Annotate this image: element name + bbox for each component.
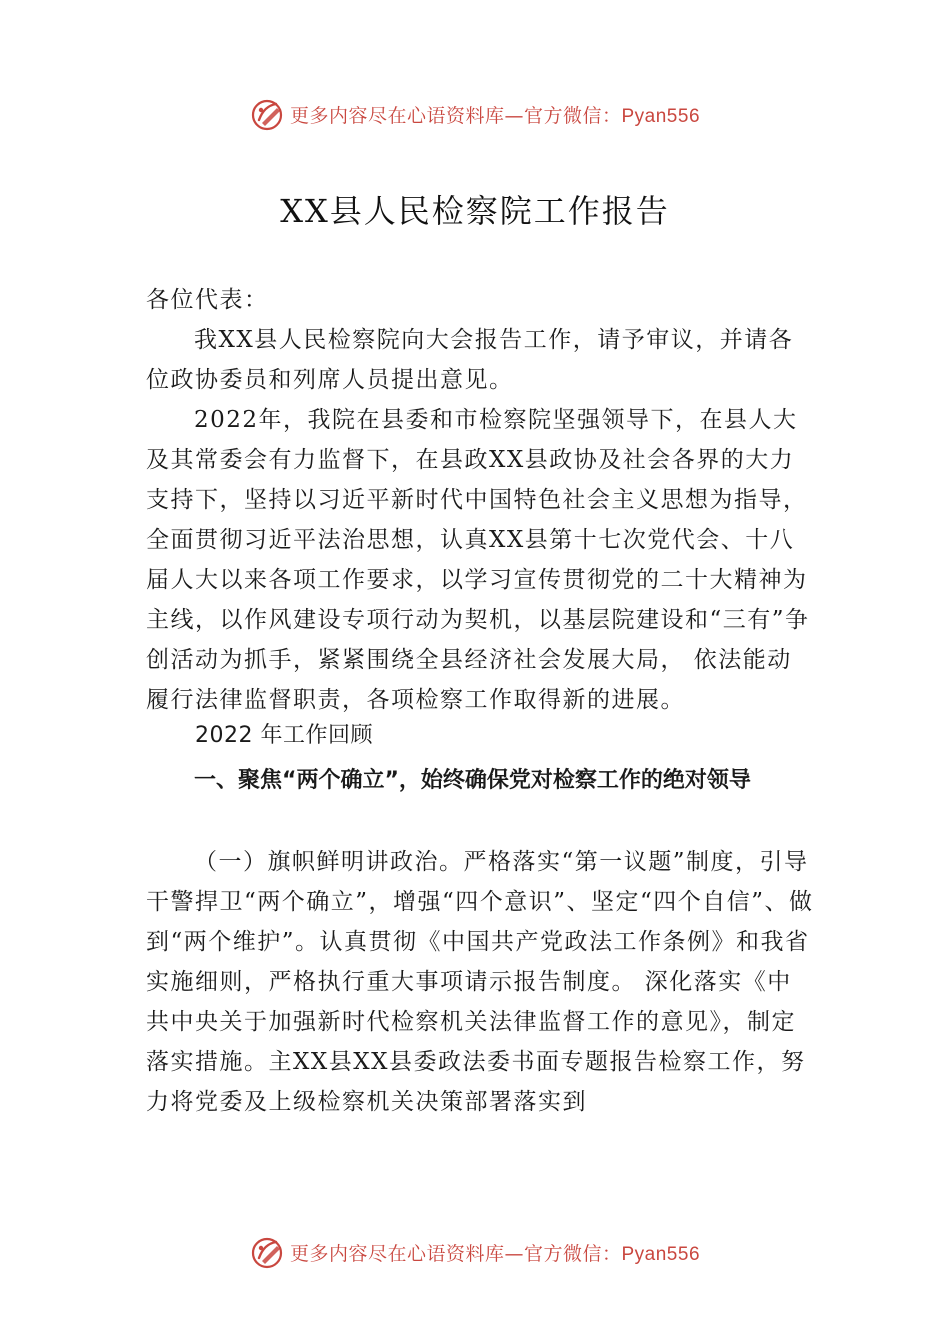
greeting: 各位代表： — [146, 287, 269, 313]
wechat-id: Pyan556 — [621, 105, 701, 127]
section-heading: 2022 年工作回顾 — [195, 723, 373, 748]
brand-logo-icon — [250, 96, 286, 132]
watermark-text: 更多内容尽在心语资料库—官方微信：Pyan556 — [289, 1242, 701, 1265]
paragraph-politics: （一）旗帜鲜明讲政治。严格落实“第一议题”制度，引导干警捍卫“两个确立”，增强“四个意识”、坚定“四个自信”、做到“两个维护”。认真贯彻《中国共产党政法工作条例》和我省实施细则，严格执行重大事项请示报告制度。 深化落实《中共中央关于加强新时代检察机关法律监督工作的意见》，制定落实措施。主XX县XX县委政法委书面专题报告检察工作，努力将党委及上级检察机关决策部署落实到 — [146, 849, 814, 1115]
paragraph-intro: 我XX县人民检察院向大会报告工作，请予审议，并请各位政协委员和列席人员提出意见。 — [146, 327, 794, 393]
brand-logo-icon — [250, 1234, 286, 1270]
heading-level-1: 一、聚焦“两个确立”，始终确保党对检察工作的绝对领导 — [194, 768, 751, 793]
wechat-id: Pyan556 — [621, 1243, 701, 1265]
paragraph-overview: 2022年，我院在县委和市检察院坚强领导下，在县人大及其常委会有力监督下，在县政XX县政协及社会各界的大力支持下，坚持以习近平新时代中国特色社会主义思想为指导，全面贯彻习近平法治思想，认真XX县第十七次党代会、十八届人大以来各项工作要求，以学习宣传贯彻党的二十大精神为主线，以作风建设专项行动为契机，以基层院建设和“三有”争创活动为抓手，紧紧围绕全县经济社会发展大局， 依法能动履行法律监督职责，各项检察工作取得新的进展。 — [146, 407, 810, 713]
document-title: XX县人民检察院工作报告 — [280, 192, 670, 230]
watermark-banner-top — [0, 94, 950, 134]
watermark-banner-bottom — [0, 1232, 950, 1272]
watermark-text: 更多内容尽在心语资料库—官方微信：Pyan556 — [289, 104, 701, 127]
